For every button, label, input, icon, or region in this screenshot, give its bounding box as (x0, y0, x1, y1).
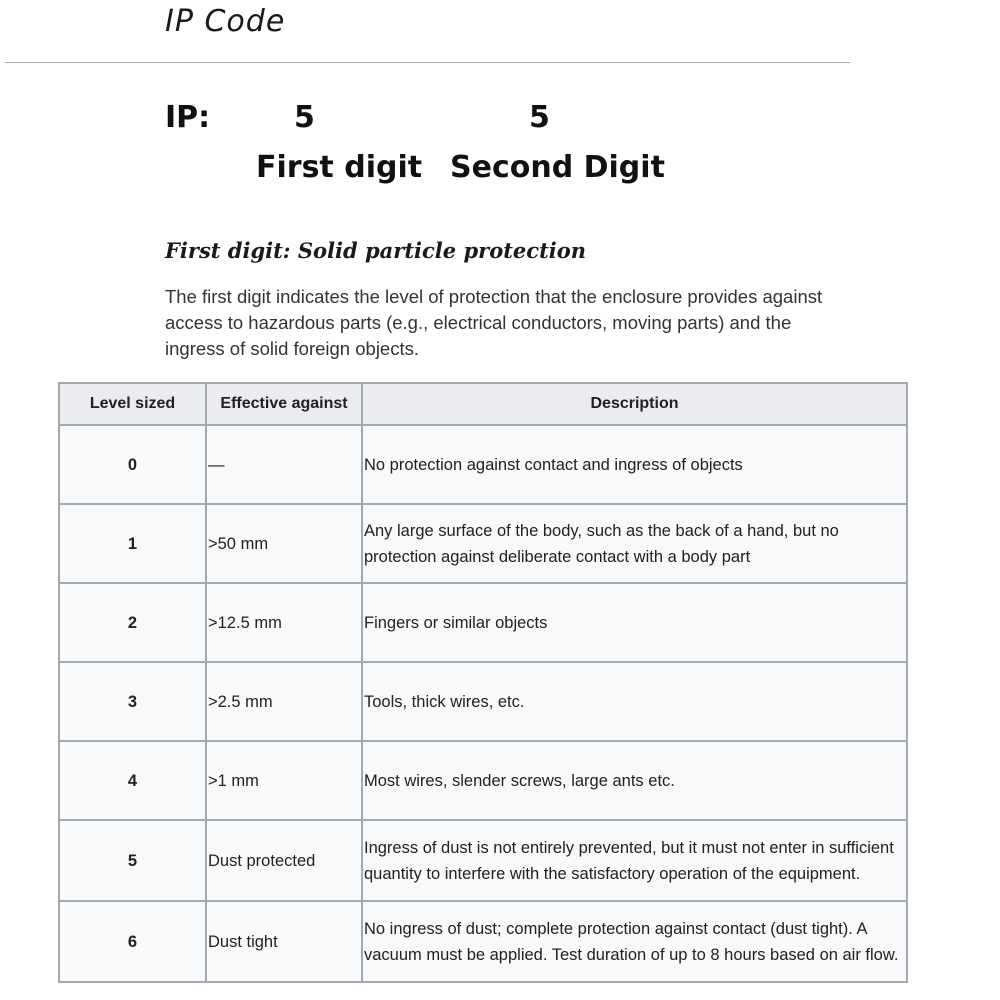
level-cell: 1 (59, 504, 206, 583)
effective-cell: >2.5 mm (206, 662, 362, 741)
ip-first-digit-value: 5 (294, 100, 315, 135)
effective-cell: — (206, 425, 362, 504)
table-row (59, 901, 907, 982)
table-row (59, 425, 907, 504)
effective-cell: >50 mm (206, 504, 362, 583)
description-cell: Tools, thick wires, etc. (362, 662, 907, 741)
level-cell: 6 (59, 901, 206, 982)
effective-cell: Dust protected (206, 820, 362, 901)
level-cell: 2 (59, 583, 206, 662)
table-row (59, 504, 907, 583)
level-cell: 3 (59, 662, 206, 741)
table-row (59, 583, 907, 662)
level-cell: 0 (59, 425, 206, 504)
section-heading: First digit: Solid particle protection (165, 238, 587, 263)
table-row (59, 820, 907, 901)
header-effective-against: Effective against (206, 383, 362, 425)
effective-cell: >12.5 mm (206, 583, 362, 662)
description-cell: No protection against contact and ingress of objects (362, 425, 907, 504)
ip-code-label: IP: (165, 100, 211, 135)
second-digit-caption: Second Digit (450, 150, 665, 185)
level-cell: 5 (59, 820, 206, 901)
protection-level-table (58, 382, 908, 983)
level-cell: 4 (59, 741, 206, 820)
page-title: IP Code (165, 4, 286, 39)
ip-second-digit-value: 5 (529, 100, 550, 135)
effective-cell: Dust tight (206, 901, 362, 982)
table-header-row (59, 383, 907, 425)
title-divider (5, 62, 850, 63)
description-cell: Ingress of dust is not entirely prevented, but it must not enter in sufficient quantity to interfere with the satisfactory operation of the equipment. (362, 820, 907, 901)
effective-cell: >1 mm (206, 741, 362, 820)
table-row (59, 662, 907, 741)
description-cell: Fingers or similar objects (362, 583, 907, 662)
description-cell: No ingress of dust; complete protection against contact (dust tight). A vacuum must be applied. Test duration of up to 8 hours based on air flow. (362, 901, 907, 982)
header-description: Description (362, 383, 907, 425)
description-cell: Any large surface of the body, such as the back of a hand, but no protection against deliberate contact with a body part (362, 504, 907, 583)
description-cell: Most wires, slender screws, large ants etc. (362, 741, 907, 820)
header-level-sized: Level sized (59, 383, 206, 425)
first-digit-caption: First digit (256, 150, 423, 185)
table-row (59, 741, 907, 820)
intro-paragraph: The first digit indicates the level of protection that the enclosure provides against access to hazardous parts (e.g., electrical conductors, moving parts) and the ingress of solid foreign objects. (165, 286, 823, 359)
